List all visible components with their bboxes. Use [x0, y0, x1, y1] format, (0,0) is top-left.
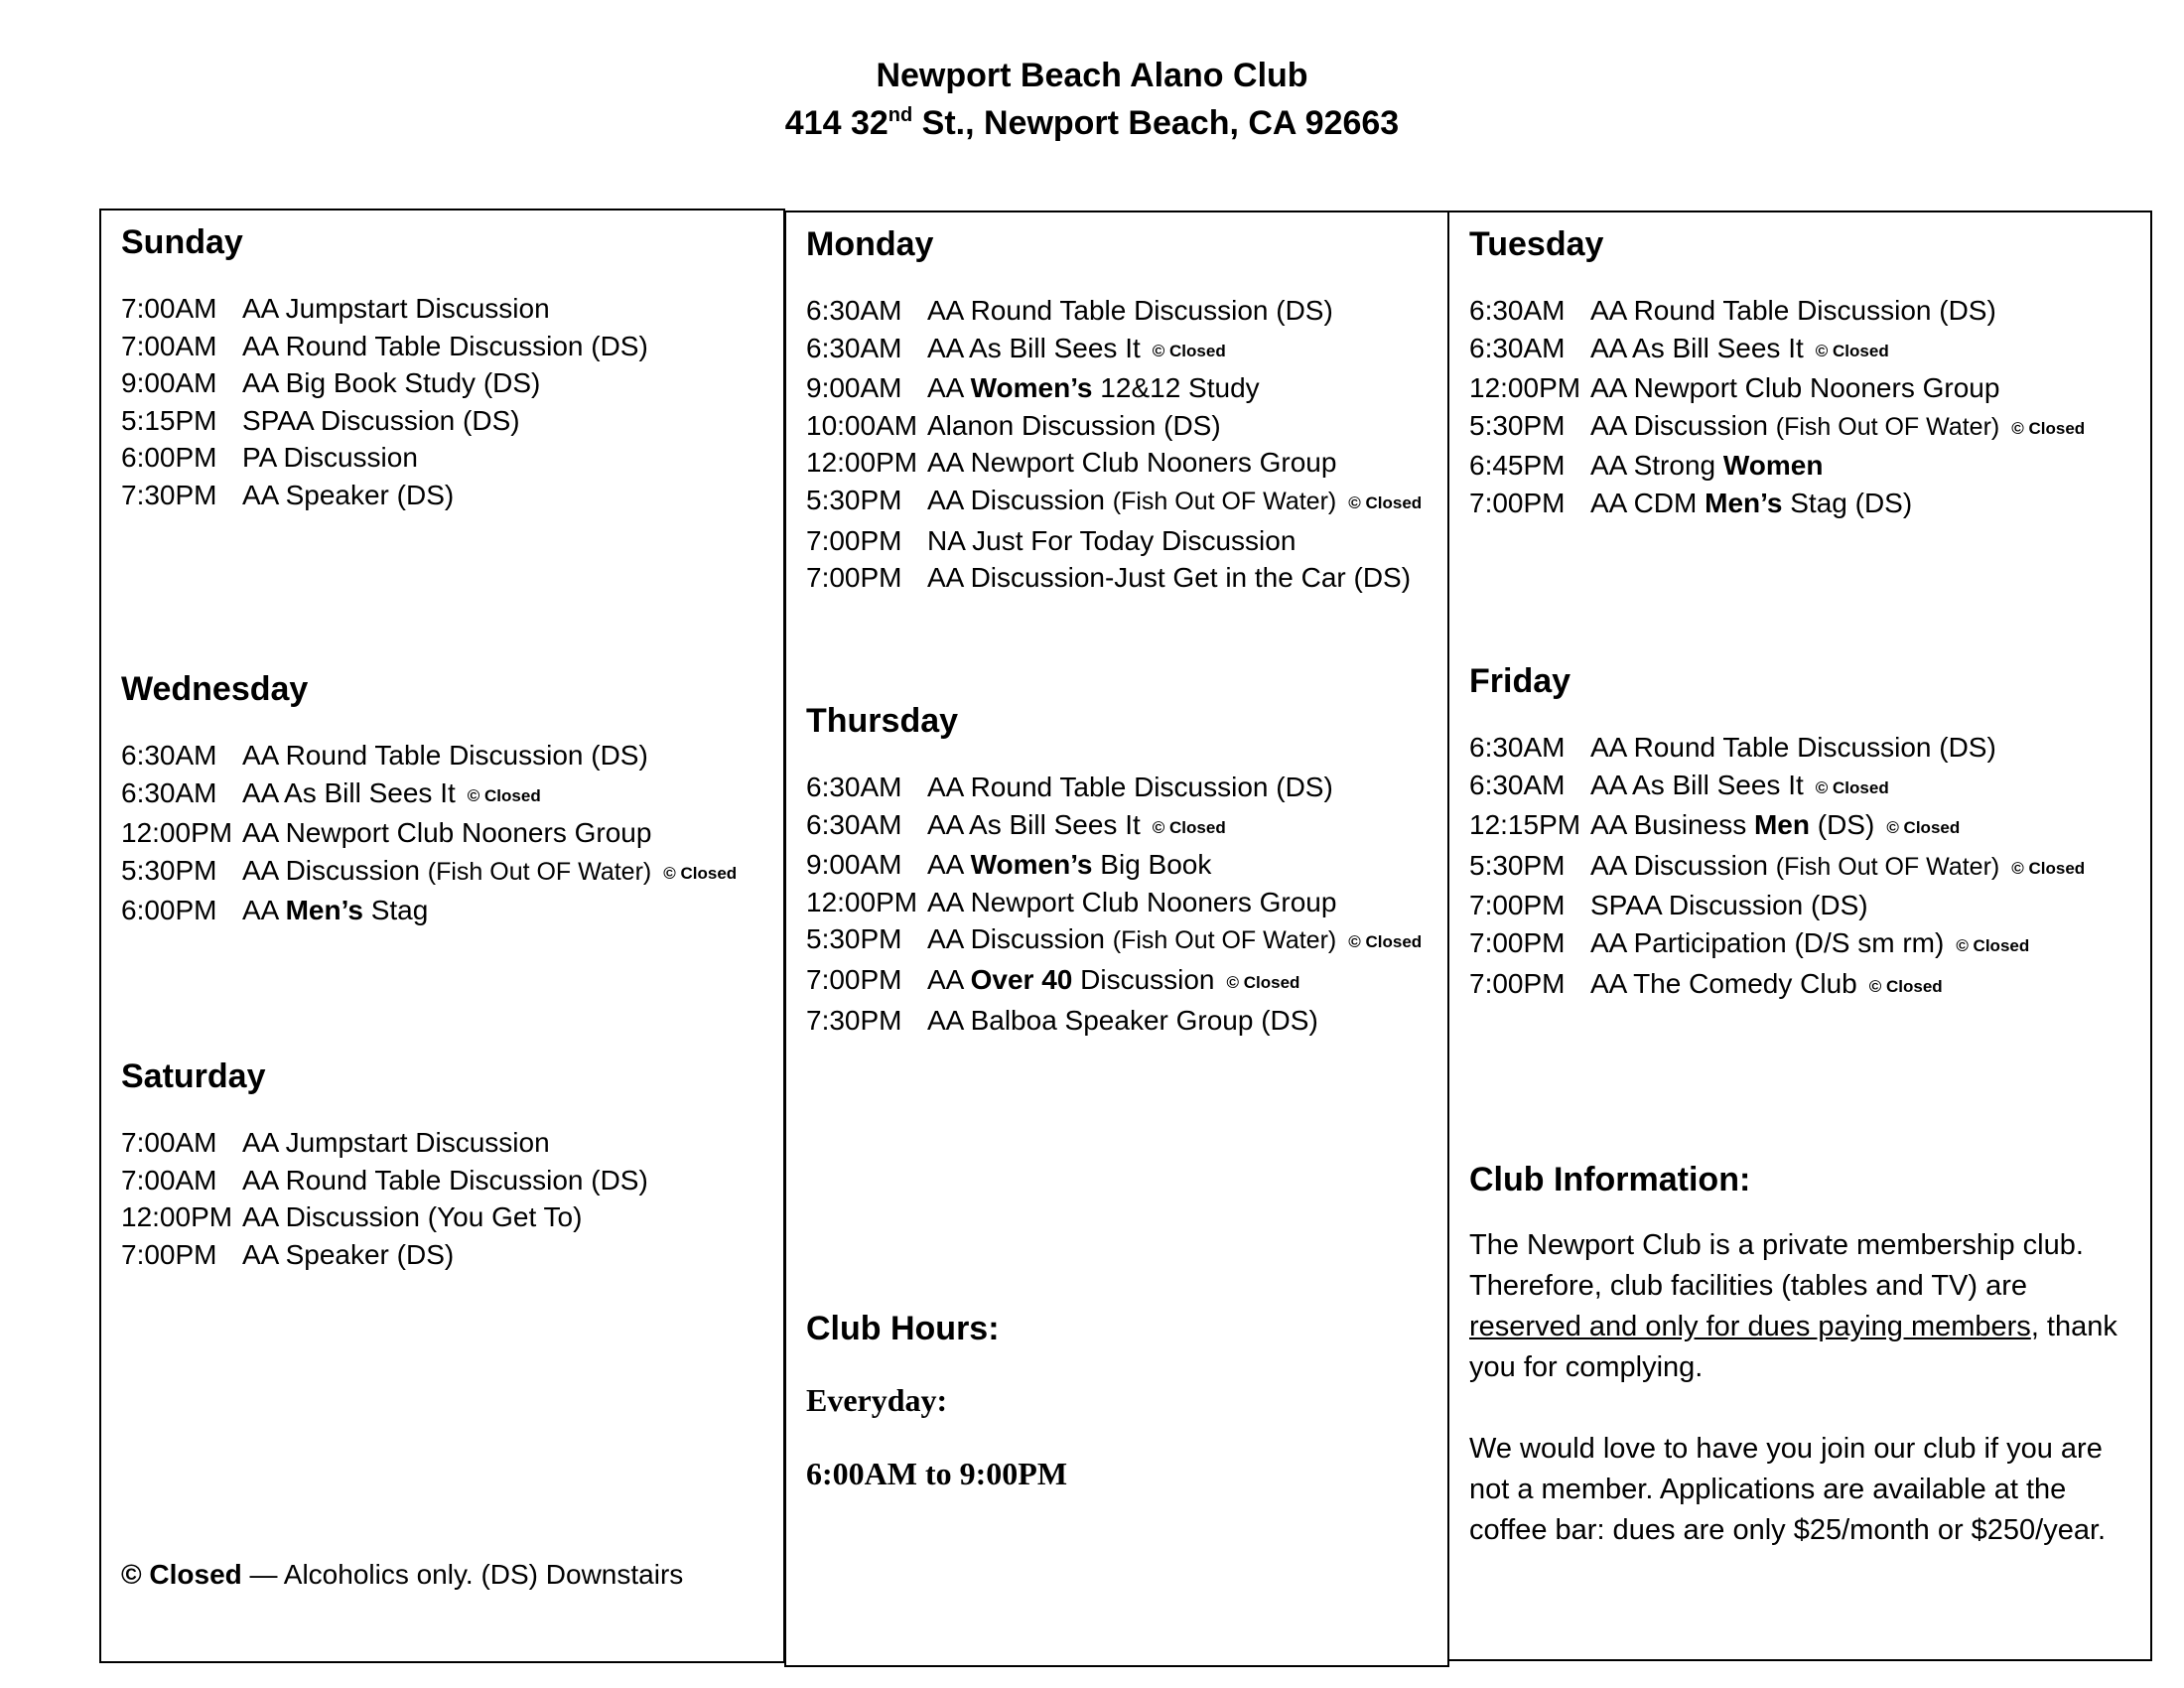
- day-title: Friday: [1469, 662, 1571, 700]
- meeting-name: NA Just For Today Discussion: [927, 524, 1297, 556]
- legend-note: [121, 1559, 683, 1591]
- meeting-row: [806, 444, 1422, 482]
- day-title: Monday: [806, 225, 934, 263]
- day-title: Sunday: [121, 223, 243, 261]
- meeting-time: 5:30PM: [806, 484, 902, 515]
- meeting-row: [806, 292, 1422, 330]
- meeting-row: [121, 402, 648, 440]
- meeting-time: 12:00PM: [806, 886, 918, 917]
- meeting-name: AA Round Table Discussion (DS): [1590, 295, 1996, 326]
- meeting-row: [121, 852, 737, 893]
- meeting-name: AA Jumpstart Discussion: [242, 1127, 550, 1158]
- meeting-list: [806, 769, 1422, 1039]
- meeting-name: [1590, 850, 1999, 881]
- meeting-time: 5:30PM: [1469, 409, 1566, 441]
- meeting-time: 6:30AM: [1469, 732, 1566, 763]
- meeting-list: [121, 1124, 648, 1273]
- meeting-name: [1590, 488, 1912, 518]
- meeting-time: 12:00PM: [1469, 372, 1581, 404]
- meeting-name: AA Newport Club Nooners Group: [927, 886, 1337, 917]
- meeting-name: AA As Bill Sees It: [1590, 769, 1804, 800]
- closed-meeting-badge: © Closed: [1815, 341, 1889, 360]
- meeting-row: [121, 1162, 648, 1199]
- meeting-time: 6:30AM: [806, 772, 902, 802]
- meeting-row: [121, 774, 737, 815]
- meeting-time: 7:00AM: [121, 293, 217, 324]
- meeting-name: SPAA Discussion (DS): [242, 404, 520, 436]
- club-address: [0, 99, 2184, 147]
- meeting-time: 6:30AM: [1469, 769, 1566, 800]
- meeting-name: AA Round Table Discussion (DS): [242, 1164, 648, 1196]
- meeting-row: [121, 328, 648, 365]
- closed-meeting-badge: © Closed: [1152, 341, 1226, 360]
- meeting-row: [1469, 447, 2085, 485]
- closed-meeting-badge: © Closed: [2011, 858, 2086, 878]
- membership-paragraph: [1469, 1225, 2144, 1388]
- day-sunday: [121, 218, 648, 514]
- meeting-name-emphasis: Men’s: [285, 895, 363, 926]
- meeting-time: 5:15PM: [121, 404, 217, 436]
- meeting-time: 7:00AM: [121, 1127, 217, 1158]
- meeting-name-part: Stag (DS): [1790, 487, 1913, 518]
- meeting-name: AA Round Table Discussion (DS): [1590, 732, 1996, 763]
- meeting-name: AA Speaker (DS): [242, 479, 455, 510]
- meeting-row: [806, 769, 1422, 806]
- schedule-column-left: [99, 209, 785, 1663]
- address-street: St., Newport Beach, CA 92663: [912, 104, 1400, 142]
- meeting-name: [242, 855, 651, 886]
- schedule-column-middle: [784, 211, 1449, 1667]
- meeting-row: [1469, 330, 2085, 370]
- meeting-name-part: Stag: [370, 895, 429, 926]
- meeting-time: 6:30AM: [806, 808, 902, 840]
- join-paragraph: We would love to have you join our club if you are not a member. Applications are available at the coffee bar: dues are only $25/month or $250/year.: [1469, 1433, 2107, 1546]
- meeting-name-part: AA Business: [1590, 809, 1747, 841]
- meeting-row: [1469, 847, 2085, 888]
- club-hours-times: 6:00AM to 9:00PM: [806, 1456, 1068, 1491]
- meeting-time: 9:00AM: [806, 372, 902, 404]
- closed-meeting-badge: © Closed: [663, 863, 738, 883]
- meeting-name: AA Round Table Discussion (DS): [927, 295, 1333, 326]
- meeting-name-part: AA Discussion: [242, 854, 420, 886]
- closed-meeting-badge: © Closed: [1886, 818, 1961, 838]
- meeting-time: 7:00PM: [806, 963, 902, 995]
- meeting-time: 12:15PM: [1469, 809, 1581, 841]
- meeting-row: [1469, 767, 2085, 807]
- meeting-row: [806, 920, 1422, 961]
- meeting-time: 7:00PM: [1469, 890, 1566, 921]
- meeting-row: [806, 522, 1422, 560]
- meeting-name: AA Round Table Discussion (DS): [242, 740, 648, 771]
- meeting-time: 7:00PM: [121, 1238, 217, 1270]
- meeting-time: 12:00PM: [121, 1201, 233, 1233]
- meeting-name-part: AA CDM: [1590, 487, 1698, 518]
- address-ordinal: nd: [887, 104, 913, 126]
- meeting-row: [121, 814, 737, 852]
- meeting-time: 9:00AM: [121, 367, 217, 399]
- meeting-row: [121, 364, 648, 402]
- meeting-group-name: (Fish Out OF Water): [1775, 412, 2000, 441]
- meeting-row: [806, 961, 1422, 1002]
- meeting-row: [806, 482, 1422, 522]
- meeting-row: [121, 1236, 648, 1274]
- day-wednesday: [121, 665, 737, 929]
- meeting-row: [121, 439, 648, 477]
- meeting-name: SPAA Discussion (DS): [1590, 890, 1868, 921]
- meeting-time: 7:00PM: [1469, 926, 1566, 958]
- meeting-name: AA Jumpstart Discussion: [242, 293, 550, 324]
- meeting-group-name: (Fish Out OF Water): [427, 857, 652, 886]
- meeting-name-part: AA Strong: [1590, 450, 1716, 482]
- club-information-title: Club Information:: [1469, 1161, 1751, 1198]
- day-thursday: [806, 697, 1422, 1039]
- meeting-time: 6:30AM: [806, 332, 902, 363]
- meeting-time: 7:00AM: [121, 330, 217, 361]
- meeting-row: [1469, 369, 2085, 407]
- meeting-group-name: (Fish Out OF Water): [1112, 926, 1337, 955]
- meeting-name: AA Discussion-Just Get in the Car (DS): [927, 562, 1412, 594]
- legend-closed: © Closed: [121, 1559, 242, 1590]
- membership-text-end: , thank you for complying.: [1469, 1311, 2117, 1383]
- meeting-time: 5:30PM: [1469, 849, 1566, 881]
- meeting-group-name: (Fish Out OF Water): [1112, 487, 1337, 515]
- meeting-name-emphasis: Over 40: [970, 963, 1073, 995]
- meeting-name-emphasis: Men: [1753, 809, 1810, 841]
- meeting-name: Alanon Discussion (DS): [927, 409, 1221, 441]
- meeting-list: [1469, 729, 2085, 1005]
- meeting-name-part: AA: [927, 849, 963, 881]
- meeting-name-part: (DS): [1817, 809, 1875, 841]
- meeting-name-part: 12&12 Study: [1100, 372, 1260, 404]
- meeting-name-emphasis: Women’s: [970, 849, 1093, 881]
- day-tuesday: [1469, 220, 2085, 522]
- address-number: 414 32: [784, 104, 888, 142]
- meeting-time: 7:00PM: [806, 562, 902, 594]
- meeting-name: [927, 849, 1211, 880]
- meeting-row: [121, 737, 737, 774]
- day-title: Thursday: [806, 702, 959, 740]
- meeting-name-emphasis: Women’s: [970, 372, 1093, 404]
- meeting-name: AA Participation (D/S sm rm): [1590, 926, 1945, 958]
- meeting-name: AA Discussion (You Get To): [242, 1201, 583, 1233]
- meeting-row: [806, 559, 1422, 597]
- day-friday: [1469, 657, 2085, 1005]
- closed-meeting-badge: © Closed: [1348, 932, 1423, 952]
- closed-meeting-badge: © Closed: [2011, 418, 2086, 438]
- meeting-list: [121, 737, 737, 929]
- meeting-name: AA As Bill Sees It: [1590, 332, 1804, 363]
- schedule-column-right: [1447, 211, 2152, 1661]
- meeting-time: 5:30PM: [121, 854, 217, 886]
- day-monday: [806, 220, 1422, 597]
- meeting-row: [121, 477, 648, 514]
- members-only-note: reserved and only for dues paying members: [1469, 1311, 2031, 1342]
- club-hours-days: Everyday:: [806, 1382, 948, 1418]
- meeting-row: [121, 1124, 648, 1162]
- meeting-name: AA Balboa Speaker Group (DS): [927, 1004, 1318, 1036]
- club-name: Newport Beach Alano Club: [876, 57, 1308, 94]
- day-title: Tuesday: [1469, 225, 1604, 263]
- meeting-name-emphasis: Women: [1722, 450, 1824, 482]
- meeting-time: 12:00PM: [121, 817, 233, 849]
- meeting-name-emphasis: Men’s: [1705, 487, 1783, 518]
- meeting-time: 5:30PM: [806, 923, 902, 955]
- meeting-row: [1469, 924, 2085, 965]
- meeting-name-part: AA Discussion: [927, 923, 1105, 955]
- meeting-name-part: Discussion: [1080, 963, 1215, 995]
- meeting-group-name: (Fish Out OF Water): [1775, 852, 2000, 881]
- meeting-time: 6:00PM: [121, 442, 217, 474]
- meeting-row: [1469, 965, 2085, 1006]
- meeting-row: [806, 330, 1422, 370]
- meeting-name-part: AA Discussion: [1590, 409, 1768, 441]
- meeting-time: 10:00AM: [806, 409, 918, 441]
- meeting-row: [806, 846, 1422, 884]
- meeting-row: [806, 884, 1422, 921]
- meeting-row: [1469, 887, 2085, 924]
- meeting-name-part: AA: [927, 372, 963, 404]
- closed-meeting-badge: © Closed: [1815, 777, 1889, 797]
- meeting-time: 6:00PM: [121, 895, 217, 926]
- meeting-name-part: Big Book: [1100, 849, 1212, 881]
- meeting-list: [806, 292, 1422, 597]
- meeting-time: 6:30AM: [121, 740, 217, 771]
- meeting-name: AA Newport Club Nooners Group: [927, 447, 1337, 479]
- meeting-row: [121, 892, 737, 929]
- meeting-row: [121, 290, 648, 328]
- meeting-row: [806, 806, 1422, 847]
- meeting-name: [927, 372, 1260, 403]
- meeting-name: AA As Bill Sees It: [242, 776, 456, 808]
- meeting-time: 6:30AM: [1469, 295, 1566, 326]
- meeting-time: 7:00PM: [1469, 967, 1566, 999]
- membership-text: The Newport Club is a private membership club. Therefore, club facilities (tables and TV) are: [1469, 1229, 2084, 1302]
- meeting-time: 7:00PM: [806, 524, 902, 556]
- closed-meeting-badge: © Closed: [467, 785, 541, 805]
- meeting-time: 7:00AM: [121, 1164, 217, 1196]
- meeting-row: [1469, 806, 2085, 847]
- meeting-list: [121, 290, 648, 514]
- club-information: [1469, 1156, 2144, 1551]
- meeting-name: PA Discussion: [242, 442, 418, 474]
- meeting-time: 9:00AM: [806, 849, 902, 881]
- meeting-time: 6:30AM: [121, 776, 217, 808]
- day-title: Wednesday: [121, 670, 309, 708]
- meeting-row: [1469, 485, 2085, 522]
- closed-meeting-badge: © Closed: [1226, 972, 1300, 992]
- meeting-name-part: AA: [927, 963, 963, 995]
- meeting-row: [1469, 292, 2085, 330]
- club-header: [0, 52, 2184, 147]
- meeting-name: AA Round Table Discussion (DS): [242, 330, 648, 361]
- meeting-name: [927, 964, 1215, 995]
- meeting-row: [1469, 729, 2085, 767]
- closed-meeting-badge: © Closed: [1348, 492, 1423, 512]
- meeting-name-part: AA: [242, 895, 278, 926]
- closed-meeting-badge: © Closed: [1956, 935, 2030, 955]
- meeting-row: [121, 1198, 648, 1236]
- meeting-name: [927, 485, 1336, 515]
- meeting-time: 12:00PM: [806, 447, 918, 479]
- meeting-time: 6:30AM: [1469, 332, 1566, 363]
- meeting-name: AA Newport Club Nooners Group: [242, 817, 652, 849]
- meeting-row: [1469, 407, 2085, 448]
- meeting-name: [1590, 809, 1874, 840]
- club-hours-title: Club Hours:: [806, 1310, 1000, 1347]
- meeting-name: AA The Comedy Club: [1590, 967, 1857, 999]
- meeting-name-part: AA Discussion: [927, 484, 1105, 515]
- meeting-name-part: AA Discussion: [1590, 849, 1768, 881]
- meeting-row: [806, 369, 1422, 407]
- meeting-row: [806, 1002, 1422, 1040]
- meeting-time: 7:00PM: [1469, 487, 1566, 518]
- meeting-name: AA Big Book Study (DS): [242, 367, 541, 399]
- day-saturday: [121, 1053, 648, 1273]
- meeting-name: [242, 895, 428, 925]
- legend-text: — Alcoholics only. (DS) Downstairs: [241, 1559, 684, 1590]
- meeting-name: [927, 923, 1336, 954]
- closed-meeting-badge: © Closed: [1868, 976, 1943, 996]
- meeting-name: AA Round Table Discussion (DS): [927, 772, 1333, 802]
- meeting-name: [1590, 450, 1823, 481]
- meeting-row: [806, 407, 1422, 445]
- closed-meeting-badge: © Closed: [1152, 817, 1226, 837]
- day-title: Saturday: [121, 1057, 266, 1095]
- meeting-name: AA As Bill Sees It: [927, 808, 1141, 840]
- meeting-name: AA As Bill Sees It: [927, 332, 1141, 363]
- meeting-time: 7:30PM: [806, 1004, 902, 1036]
- meeting-time: 6:30AM: [806, 295, 902, 326]
- meeting-time: 7:30PM: [121, 479, 217, 510]
- meeting-name: AA Speaker (DS): [242, 1238, 455, 1270]
- meeting-time: 6:45PM: [1469, 450, 1566, 482]
- meeting-name: [1590, 410, 1999, 441]
- meeting-list: [1469, 292, 2085, 522]
- meeting-name: AA Newport Club Nooners Group: [1590, 372, 2000, 404]
- club-hours: [806, 1305, 1067, 1493]
